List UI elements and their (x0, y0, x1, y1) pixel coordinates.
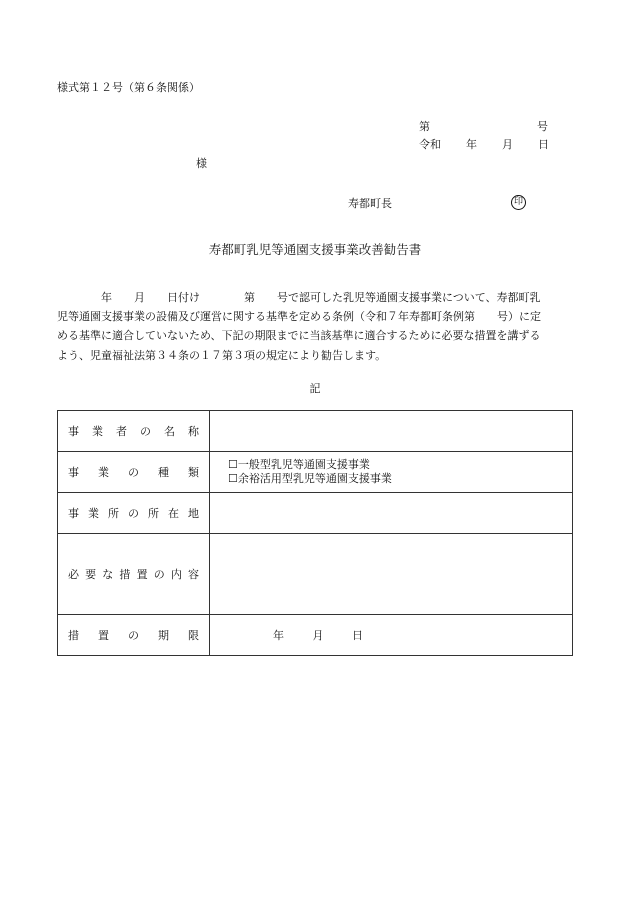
date-month-label: 月 (502, 138, 513, 151)
label-char: の (128, 466, 139, 479)
date-year-label: 年 (466, 138, 477, 151)
deadline-month-label: 月 (312, 629, 324, 642)
date-era: 令和 (419, 138, 441, 151)
label-char: 業 (92, 425, 103, 438)
field-business-name[interactable] (210, 411, 573, 452)
label-char: の (140, 425, 151, 438)
document-title: 寿都町乳児等通園支援事業改善勧告書 (208, 242, 422, 257)
label-char: 事 (68, 507, 79, 520)
seal-mark: 印 (511, 195, 526, 210)
label-char: 業 (88, 507, 99, 520)
ki-heading: 記 (309, 382, 321, 395)
table-row (58, 534, 573, 615)
label-char: 種 (158, 466, 169, 479)
doc-number-suffix: 号 (537, 120, 548, 133)
label-business-location (58, 493, 210, 534)
form-number: 様式第１２号（第６条関係） (57, 81, 200, 94)
deadline-day-label: 日 (352, 629, 363, 642)
label-business-type (58, 452, 210, 493)
label-char: 措 (119, 568, 131, 581)
label-char: 称 (188, 425, 199, 438)
label-char: 容 (187, 568, 199, 581)
label-char: 所 (148, 507, 159, 520)
checkbox-surplus-type[interactable]: ☐余裕活用型乳児等通園支援事業 (228, 472, 392, 485)
deadline-date (228, 627, 572, 643)
field-business-type (210, 452, 573, 493)
label-char: 置 (98, 629, 109, 642)
label-char: な (102, 568, 114, 581)
body-line: 年 月 日付け 第 号で認可した乳児等通園支援事業について、寿都町乳 (57, 291, 541, 304)
label-char: 措 (68, 629, 79, 642)
body-line: 児等通園支援事業の設備及び運営に関する基準を定める条例（令和７年寿都町条例第 号）に定 (57, 310, 541, 324)
details-table (57, 410, 573, 656)
field-required-measures[interactable] (210, 534, 573, 615)
doc-number-prefix: 第 (419, 120, 430, 133)
label-measure-deadline (58, 615, 210, 656)
label-char: 要 (85, 568, 97, 581)
body-paragraph (57, 288, 574, 365)
label-char: 内 (170, 568, 182, 581)
label-char: 業 (98, 466, 109, 479)
label-char: 名 (164, 425, 175, 438)
label-business-name (58, 411, 210, 452)
label-char: の (128, 629, 139, 642)
label-required-measures (58, 534, 210, 615)
label-char: の (153, 568, 165, 581)
field-measure-deadline[interactable] (210, 615, 573, 656)
body-line: よう、児童福祉法第３４条の１７第３項の規定により勧告します。 (57, 348, 387, 362)
issuer-name: 寿都町長 (348, 197, 392, 210)
table-row (58, 452, 573, 493)
body-line: める基準に適合していないため、下記の期限までに当該基準に適合するために必要な措置を講ずる (57, 329, 541, 343)
label-char: の (128, 507, 139, 520)
label-char: 限 (188, 629, 199, 642)
label-char: 所 (108, 507, 119, 520)
label-char: 事 (68, 466, 79, 479)
deadline-year-label: 年 (273, 629, 284, 642)
field-business-location[interactable] (210, 493, 573, 534)
label-char: 類 (188, 466, 199, 479)
label-char: 期 (158, 629, 169, 642)
date-day-label: 日 (538, 138, 549, 151)
label-char: 者 (116, 425, 127, 438)
table-row (58, 493, 573, 534)
label-char: 地 (188, 507, 199, 520)
table-row (58, 615, 573, 656)
label-char: 事 (68, 425, 79, 438)
label-char: 必 (68, 568, 79, 581)
checkbox-general-type[interactable]: ☐一般型乳児等通園支援事業 (228, 458, 370, 471)
label-char: 置 (136, 568, 148, 581)
addressee-honorific: 様 (196, 157, 207, 170)
table-row (58, 411, 573, 452)
label-char: 在 (168, 507, 179, 520)
